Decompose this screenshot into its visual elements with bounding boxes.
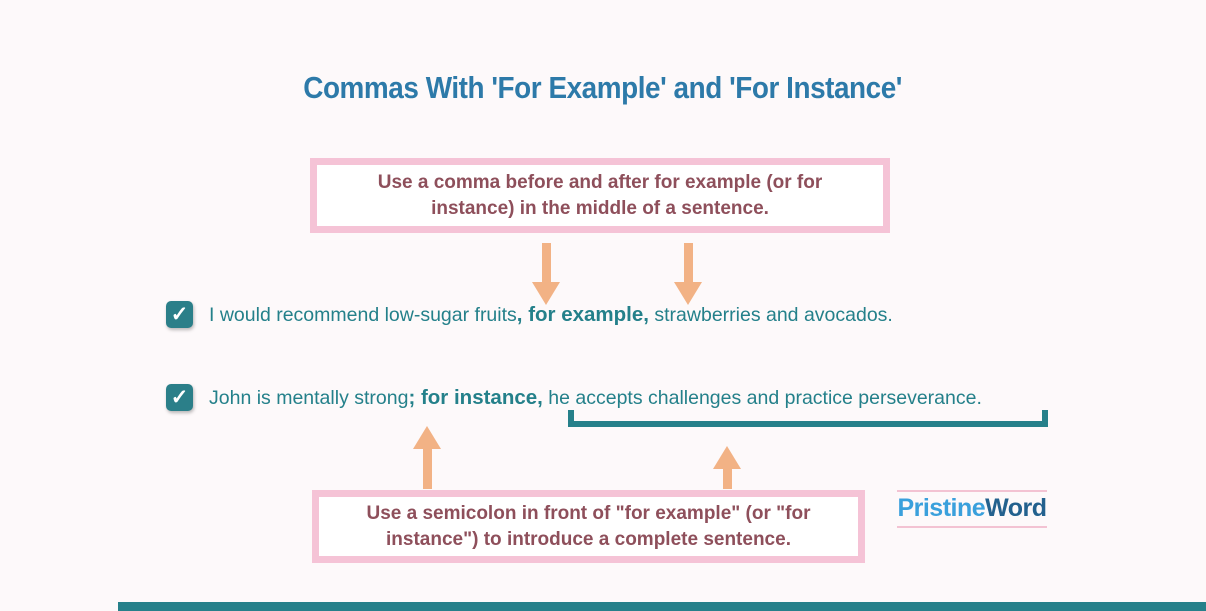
sentence-part: strawberries and avocados. xyxy=(648,303,893,326)
rule-box-comma xyxy=(310,158,890,233)
arrow-head xyxy=(413,426,441,449)
bottom-teal-bar xyxy=(118,602,1206,611)
arrow-shaft xyxy=(542,243,551,282)
pristineword-logo xyxy=(897,490,1047,528)
checkbox-checked-icon xyxy=(166,301,193,328)
logo-part-word: Word xyxy=(985,494,1047,522)
arrow-shaft xyxy=(684,243,693,282)
down-arrow-icon xyxy=(674,243,702,305)
checkmark-glyph: ✓ xyxy=(170,303,189,326)
page-title xyxy=(0,70,1206,106)
clause-underline-bracket xyxy=(568,410,1048,427)
rule-box-comma-text: Use a comma before and after for example (or for instance) in the middle of a sentence. xyxy=(377,171,823,219)
checkbox-checked-icon xyxy=(166,384,193,411)
example-sentence-semicolon xyxy=(166,384,982,411)
logo-bottom-line xyxy=(897,526,1047,528)
logo-part-pristine: Pristine xyxy=(897,494,986,522)
arrow-shaft xyxy=(423,449,432,489)
logo-wordmark xyxy=(897,492,1047,526)
up-arrow-icon xyxy=(413,426,441,489)
rule-box-semicolon-text: Use a semicolon in front of "for example" (or "for instance") to introduce a complete sentence. xyxy=(366,502,811,550)
example-sentence-comma xyxy=(166,301,893,328)
rule-box-semicolon xyxy=(312,490,865,563)
arrow-head xyxy=(713,446,741,469)
sentence-part: John is mentally strong xyxy=(209,386,409,409)
sentence-part-bold: , for example, xyxy=(516,302,649,326)
checkmark-glyph: ✓ xyxy=(170,386,189,409)
down-arrow-icon xyxy=(532,243,560,305)
sentence-part-bold: ; for instance, xyxy=(408,385,543,409)
up-arrow-icon xyxy=(713,446,741,489)
sentence-text xyxy=(209,303,893,327)
sentence-part: he accepts challenges and practice perseverance. xyxy=(542,386,982,409)
page-title-text: Commas With 'For Example' and 'For Instance' xyxy=(303,70,903,105)
arrow-shaft xyxy=(723,469,732,489)
sentence-text xyxy=(209,386,982,410)
sentence-part: I would recommend low-sugar fruits xyxy=(209,303,517,326)
